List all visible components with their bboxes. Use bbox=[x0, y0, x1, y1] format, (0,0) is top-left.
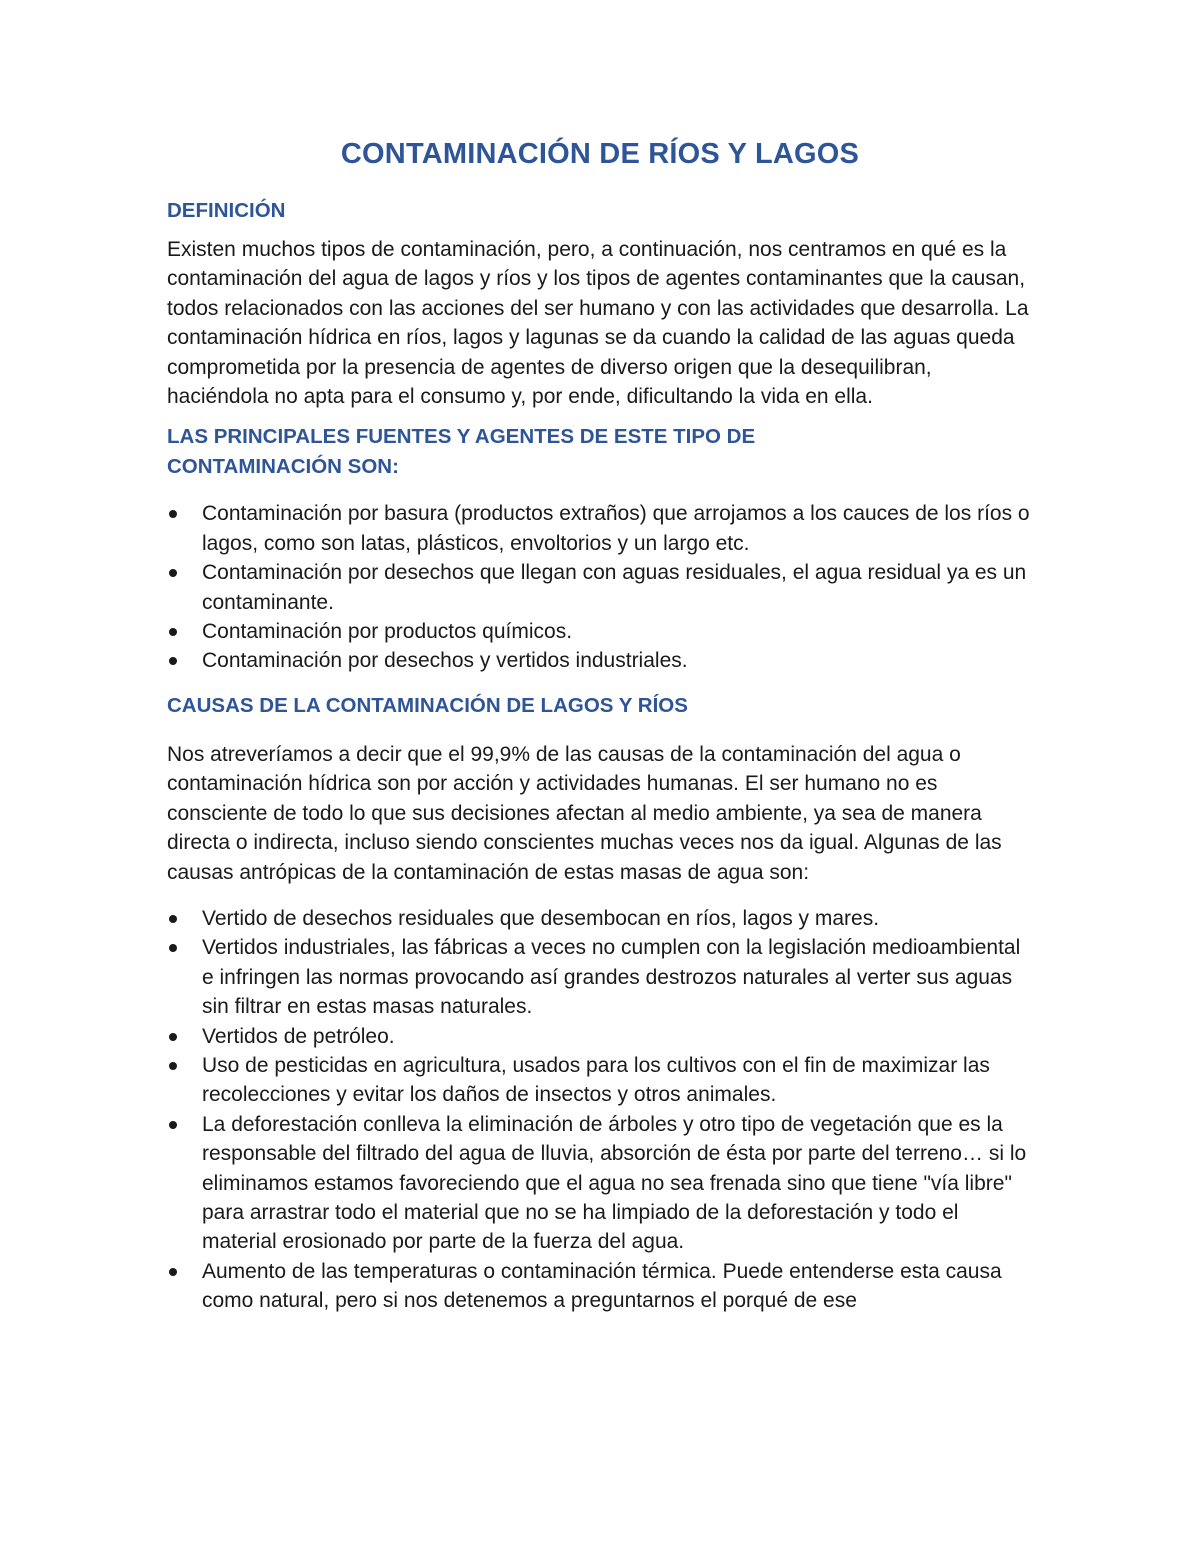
list-item bbox=[167, 1051, 1037, 1110]
heading-fuentes bbox=[167, 422, 1037, 482]
bullet-icon bbox=[169, 628, 177, 636]
heading-definicion: DEFINICIÓN bbox=[167, 199, 286, 222]
list-item-text: Contaminación por desechos y vertidos industriales. bbox=[202, 649, 688, 673]
document-title: CONTAMINACIÓN DE RÍOS Y LAGOS bbox=[340, 138, 860, 170]
list-item bbox=[167, 617, 1037, 646]
list-item bbox=[167, 558, 1037, 617]
list-item bbox=[167, 1257, 1037, 1316]
bullet-icon bbox=[169, 1121, 177, 1129]
list-item bbox=[167, 1110, 1037, 1257]
bullet-icon bbox=[169, 1268, 177, 1276]
bullet-icon bbox=[169, 657, 177, 665]
bullet-icon bbox=[169, 1033, 177, 1041]
list-item-text: Contaminación por productos químicos. bbox=[202, 620, 573, 644]
list-item-text: Contaminación por basura (productos extraños) que arrojamos a los cauces de los ríos o lagos, como son latas, plásticos, envoltorios y un largo etc. bbox=[202, 502, 1030, 555]
list-item-text: Vertidos de petróleo. bbox=[202, 1024, 395, 1048]
list-item bbox=[167, 933, 1037, 1021]
list-item bbox=[167, 499, 1037, 558]
paragraph-definicion: Existen muchos tipos de contaminación, pero, a continuación, nos centramos en qué es la contaminación del agua de lagos y ríos y los tipos de agentes contaminantes que la causan, todos relacionados con las acciones del ser humano y con las actividades que desarrolla. La contaminación hídrica en ríos, lagos y lagunas se da cuando la calidad de las aguas queda comprometida por la presencia de agentes de diverso origen que la desequilibran, haciéndola no apta para el consumo y, por ende, dificultando la vida en ella. bbox=[167, 238, 1029, 409]
list-item bbox=[167, 904, 1037, 933]
list-item-text: La deforestación conlleva la eliminación de árboles y otro tipo de vegetación que es la responsable del filtrado del agua de lluvia, absorción de ésta por parte del terreno… si lo eliminamos estamos favoreciendo que el agua no sea frenada sino que tiene "vía libre" para arrastrar todo el material que no se ha limpiado de la deforestación y todo el material erosionado por parte de la fuerza del agua. bbox=[202, 1112, 1027, 1254]
heading-fuentes-line1: LAS PRINCIPALES FUENTES Y AGENTES DE ESTE TIPO DE bbox=[167, 425, 756, 449]
list-item-text: Uso de pesticidas en agricultura, usados para los cultivos con el fin de maximizar las recolecciones y evitar los daños de insectos y otros animales. bbox=[202, 1053, 990, 1107]
list-item-text: Aumento de las temperaturas o contaminación térmica. Puede entenderse esta causa como natural, pero si nos detenemos a preguntarnos el porqué de ese bbox=[202, 1259, 1002, 1313]
bullet-icon bbox=[169, 1062, 177, 1070]
bullet-icon bbox=[169, 944, 177, 952]
heading-causas: CAUSAS DE LA CONTAMINACIÓN DE LAGOS Y RÍOS bbox=[167, 693, 688, 717]
document-body bbox=[167, 196, 1037, 1316]
bullet-icon bbox=[169, 915, 177, 923]
list-fuentes bbox=[167, 499, 1037, 675]
list-item-text: Vertido de desechos residuales que desembocan en ríos, lagos y mares. bbox=[202, 906, 880, 930]
paragraph-causas: Nos atreveríamos a decir que el 99,9% de las causas de la contaminación del agua o contaminación hídrica son por acción y actividades humanas. El ser humano no es consciente de todo lo que sus decisiones afectan al medio ambiente, ya sea de manera directa o indirecta, incluso siendo conscientes muchas veces nos da igual. Algunas de las causas antrópicas de la contaminación de estas masas de agua son: bbox=[167, 742, 1002, 884]
bullet-icon bbox=[169, 510, 177, 518]
list-item-text: Contaminación por desechos que llegan con aguas residuales, el agua residual ya es un contaminante. bbox=[202, 561, 1027, 614]
list-item-text: Vertidos industriales, las fábricas a veces no cumplen con la legislación medioambiental e infringen las normas provocando así grandes destrozos naturales al verter sus aguas sin filtrar en estas masas naturales. bbox=[202, 936, 1021, 1019]
list-item bbox=[167, 1022, 1037, 1051]
list-causas bbox=[167, 904, 1037, 1316]
heading-fuentes-line2: CONTAMINACIÓN SON: bbox=[167, 455, 399, 479]
list-item bbox=[167, 646, 1037, 675]
bullet-icon bbox=[169, 569, 177, 577]
